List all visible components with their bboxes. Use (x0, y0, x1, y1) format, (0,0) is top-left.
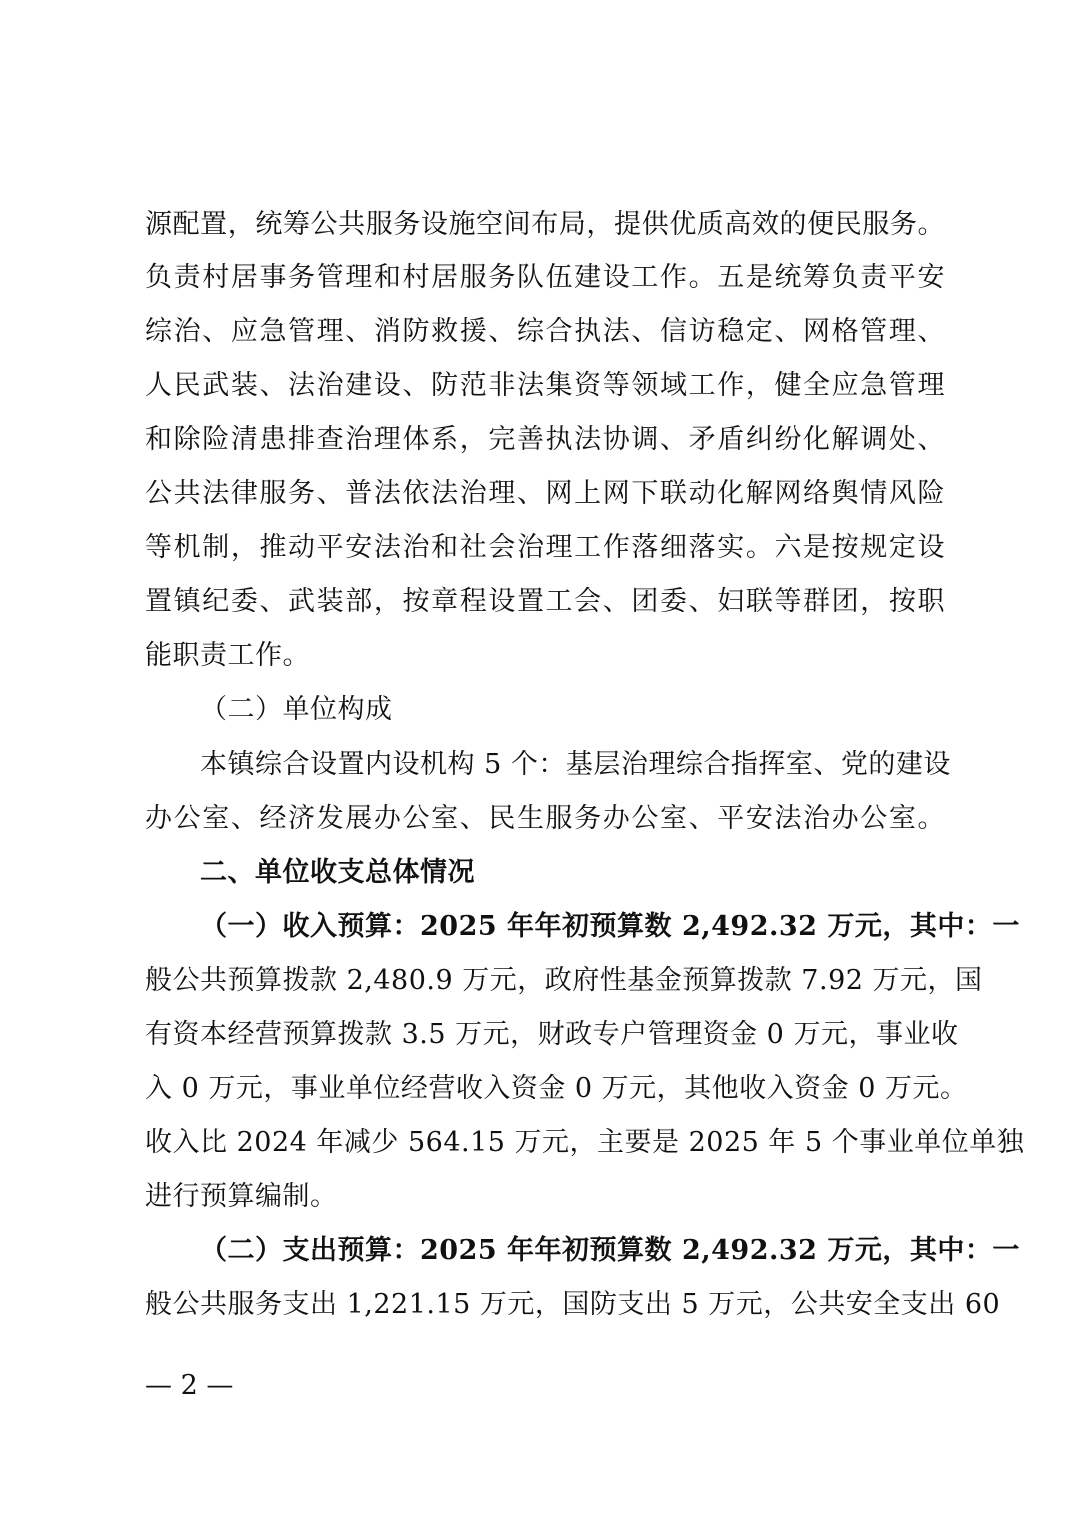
body-text-line: 公共法律服务、普法依法治理、网上网下联动化解网络舆情风险 (145, 478, 945, 509)
body-text-line: （二）支出预算：2025 年年初预算数 2,492.32 万元，其中：一 (200, 1235, 1020, 1266)
section-subheading: （二）单位构成 (200, 694, 393, 725)
section-heading: 二、单位收支总体情况 (200, 857, 475, 888)
body-text-line: 源配置，统筹公共服务设施空间布局，提供优质高效的便民服务。 (145, 209, 945, 240)
body-text-line: （一）收入预算：2025 年年初预算数 2,492.32 万元，其中：一 (200, 911, 1020, 942)
body-text-line: 和除险清患排查治理体系，完善执法协调、矛盾纠纷化解调处、 (145, 424, 945, 455)
body-text-line: 本镇综合设置内设机构 5 个：基层治理综合指挥室、党的建设 (200, 749, 951, 780)
body-text-line: 般公共预算拨款 2,480.9 万元，政府性基金预算拨款 7.92 万元，国 (145, 965, 983, 996)
body-text-line: 能职责工作。 (145, 640, 310, 671)
body-text-line: 负责村居事务管理和村居服务队伍建设工作。五是统筹负责平安 (145, 262, 945, 293)
body-text-line: 入 0 万元，事业单位经营收入资金 0 万元，其他收入资金 0 万元。 (145, 1073, 968, 1104)
body-text-line: 收入比 2024 年减少 564.15 万元，主要是 2025 年 5 个事业单位单独 (145, 1127, 1025, 1158)
body-text-line: 办公室、经济发展办公室、民生服务办公室、平安法治办公室。 (145, 803, 945, 834)
body-text-line: 有资本经营预算拨款 3.5 万元，财政专户管理资金 0 万元，事业收 (145, 1019, 959, 1050)
body-text-line: 等机制，推动平安法治和社会治理工作落细落实。六是按规定设 (145, 532, 945, 563)
body-text-line: 人民武装、法治建设、防范非法集资等领域工作，健全应急管理 (145, 370, 945, 401)
body-text-line: 置镇纪委、武装部，按章程设置工会、团委、妇联等群团，按职 (145, 586, 945, 617)
body-text-line: 进行预算编制。 (145, 1181, 338, 1212)
page-number: — 2 — (145, 1370, 234, 1401)
body-text-line: 综治、应急管理、消防救援、综合执法、信访稳定、网格管理、 (145, 316, 945, 347)
body-text-line: 般公共服务支出 1,221.15 万元，国防支出 5 万元，公共安全支出 60 (145, 1289, 1001, 1320)
